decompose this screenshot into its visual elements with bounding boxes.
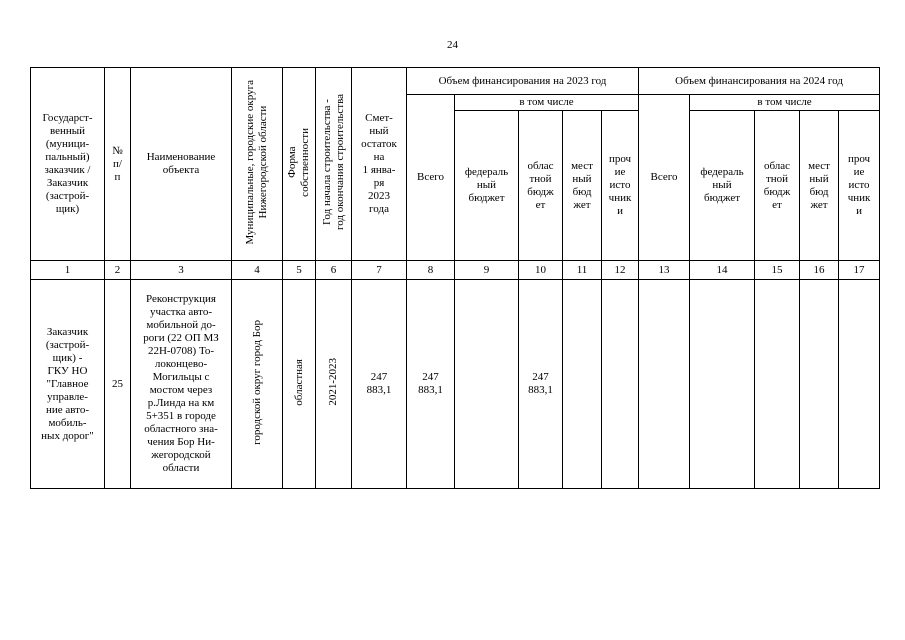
- column-number: 14: [690, 261, 755, 280]
- column-number: 1: [31, 261, 105, 280]
- column-number: 11: [563, 261, 602, 280]
- cell-local-2024: [800, 280, 839, 489]
- column-numbers-row: [31, 261, 880, 280]
- cell-other-2024: [839, 280, 880, 489]
- cell-number: 25: [105, 280, 131, 489]
- header-other-2024: проч ие исто чник и: [839, 111, 880, 261]
- column-number: 13: [639, 261, 690, 280]
- header-including-2024: в том числе: [690, 95, 880, 111]
- cell-customer: Заказчик (застрой- щик) - ГКУ НО "Главное управле- ние авто- мобиль- ных дорог": [31, 280, 105, 489]
- header-funding-2023: Объем финансирования на 2023 год: [407, 68, 639, 95]
- column-number: 8: [407, 261, 455, 280]
- header-years: Год начала строительства - год окончания строительства: [316, 68, 352, 261]
- header-regional-2024: облас тной бюдж ет: [755, 111, 800, 261]
- column-number: 3: [131, 261, 232, 280]
- cell-regional-2024: [755, 280, 800, 489]
- column-number: 4: [232, 261, 283, 280]
- cell-federal-2023: [455, 280, 519, 489]
- header-funding-2024: Объем финансирования на 2024 год: [639, 68, 880, 95]
- header-row-1: [31, 68, 880, 95]
- header-other-2023: проч ие исто чник и: [602, 111, 639, 261]
- cell-regional-2023: 247 883,1: [519, 280, 563, 489]
- cell-other-2023: [602, 280, 639, 489]
- header-regional-2023: облас тной бюдж ет: [519, 111, 563, 261]
- cell-object-name: Реконструкция участка авто- мобильной до- роги (22 ОП МЗ 22Н-0708) То- локонцево- Могильцы с мостом через р.Линда на км 5+351 в городе областного зна- чения Бор Ни- жегородской области: [131, 280, 232, 489]
- cell-local-2023: [563, 280, 602, 489]
- header-customer: Государст- венный (муници- пальный) заказчик / Заказчик (застрой- щик): [31, 68, 105, 261]
- header-number: № п/ п: [105, 68, 131, 261]
- header-local-2023: мест ный бюд жет: [563, 111, 602, 261]
- column-number: 12: [602, 261, 639, 280]
- header-balance: Смет- ный остаток на 1 янва- ря 2023 года: [352, 68, 407, 261]
- cell-federal-2024: [690, 280, 755, 489]
- column-number: 6: [316, 261, 352, 280]
- header-municipality: Муниципальные, городские округа Нижегородской области: [232, 68, 283, 261]
- cell-total-2024: [639, 280, 690, 489]
- column-number: 10: [519, 261, 563, 280]
- column-number: 9: [455, 261, 519, 280]
- column-number: 5: [283, 261, 316, 280]
- column-number: 15: [755, 261, 800, 280]
- header-total-2024: Всего: [639, 95, 690, 261]
- table-row: [31, 280, 880, 489]
- column-number: 16: [800, 261, 839, 280]
- cell-balance: 247 883,1: [352, 280, 407, 489]
- header-including-2023: в том числе: [455, 95, 639, 111]
- cell-municipality: городской округ город Бор: [232, 280, 283, 489]
- cell-years: 2021-2023: [316, 280, 352, 489]
- header-ownership: Форма собственности: [283, 68, 316, 261]
- page-number: 24: [447, 39, 458, 51]
- header-object-name: Наименование объекта: [131, 68, 232, 261]
- header-federal-2023: федераль ный бюджет: [455, 111, 519, 261]
- cell-ownership: областная: [283, 280, 316, 489]
- column-number: 2: [105, 261, 131, 280]
- financing-table: [30, 67, 880, 489]
- header-federal-2024: федераль ный бюджет: [690, 111, 755, 261]
- header-total-2023: Всего: [407, 95, 455, 261]
- header-local-2024: мест ный бюд жет: [800, 111, 839, 261]
- column-number: 17: [839, 261, 880, 280]
- column-number: 7: [352, 261, 407, 280]
- cell-total-2023: 247 883,1: [407, 280, 455, 489]
